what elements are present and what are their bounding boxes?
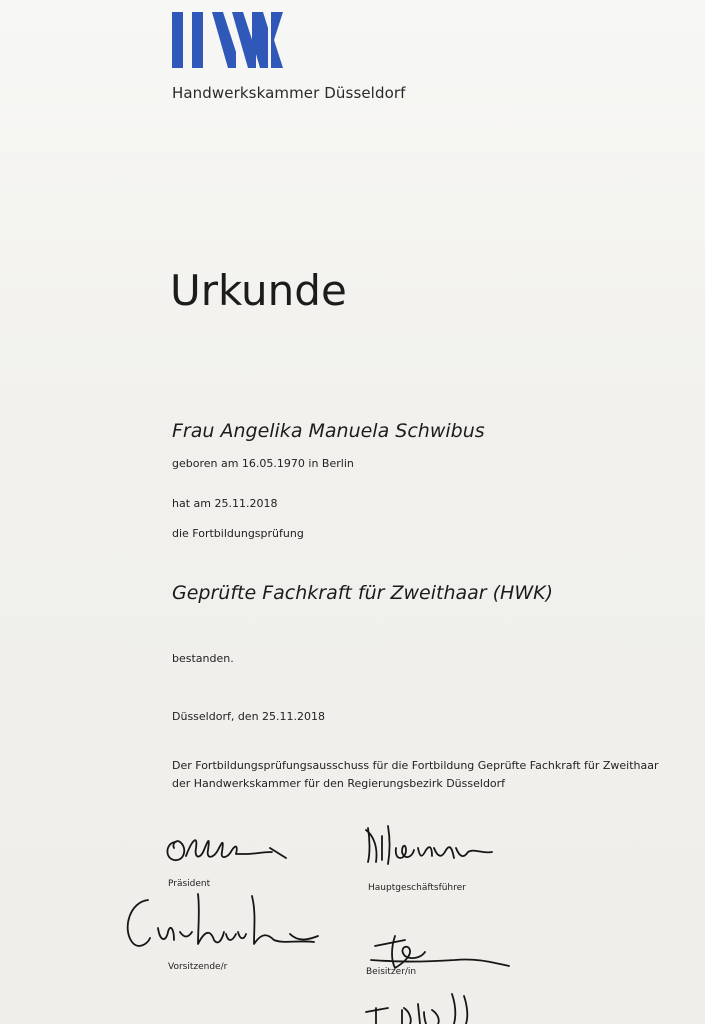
place-date: Düsseldorf, den 25.11.2018 [172,710,326,723]
committee-statement [172,757,672,793]
document-title: Urkunde [170,266,347,315]
chair-label: Vorsitzende/r [168,962,228,972]
result-text: bestanden. [172,652,234,665]
exam-date: hat am 25.11.2018 [172,497,278,510]
hwk-logo-icon [172,10,294,70]
managing-director-label: Hauptgeschäftsführer [368,883,466,893]
managing-director-signature [360,818,510,873]
committee-line-2: der Handwerkskammer für den Regierungsbezirk Düsseldorf [172,777,506,790]
birth-info: geboren am 16.05.1970 in Berlin [172,457,354,470]
qualification-title: Geprüfte Fachkraft für Zweithaar (HWK) [172,582,553,604]
president-label: Präsident [168,879,211,889]
exam-type: die Fortbildungsprüfung [172,527,304,540]
assessor-label: Beisitzer/in [366,967,417,977]
chair-signature [118,888,338,958]
committee-line-1: Der Fortbildungsprüfungsausschuss für die Fortbildung Geprüfte Fachkraft für Zweithaar [172,759,659,772]
recipient-name: Frau Angelika Manuela Schwibus [172,420,485,442]
second-assessor-signature [362,990,522,1024]
president-signature [158,820,308,875]
institution-name: Handwerkskammer Düsseldorf [172,84,406,102]
